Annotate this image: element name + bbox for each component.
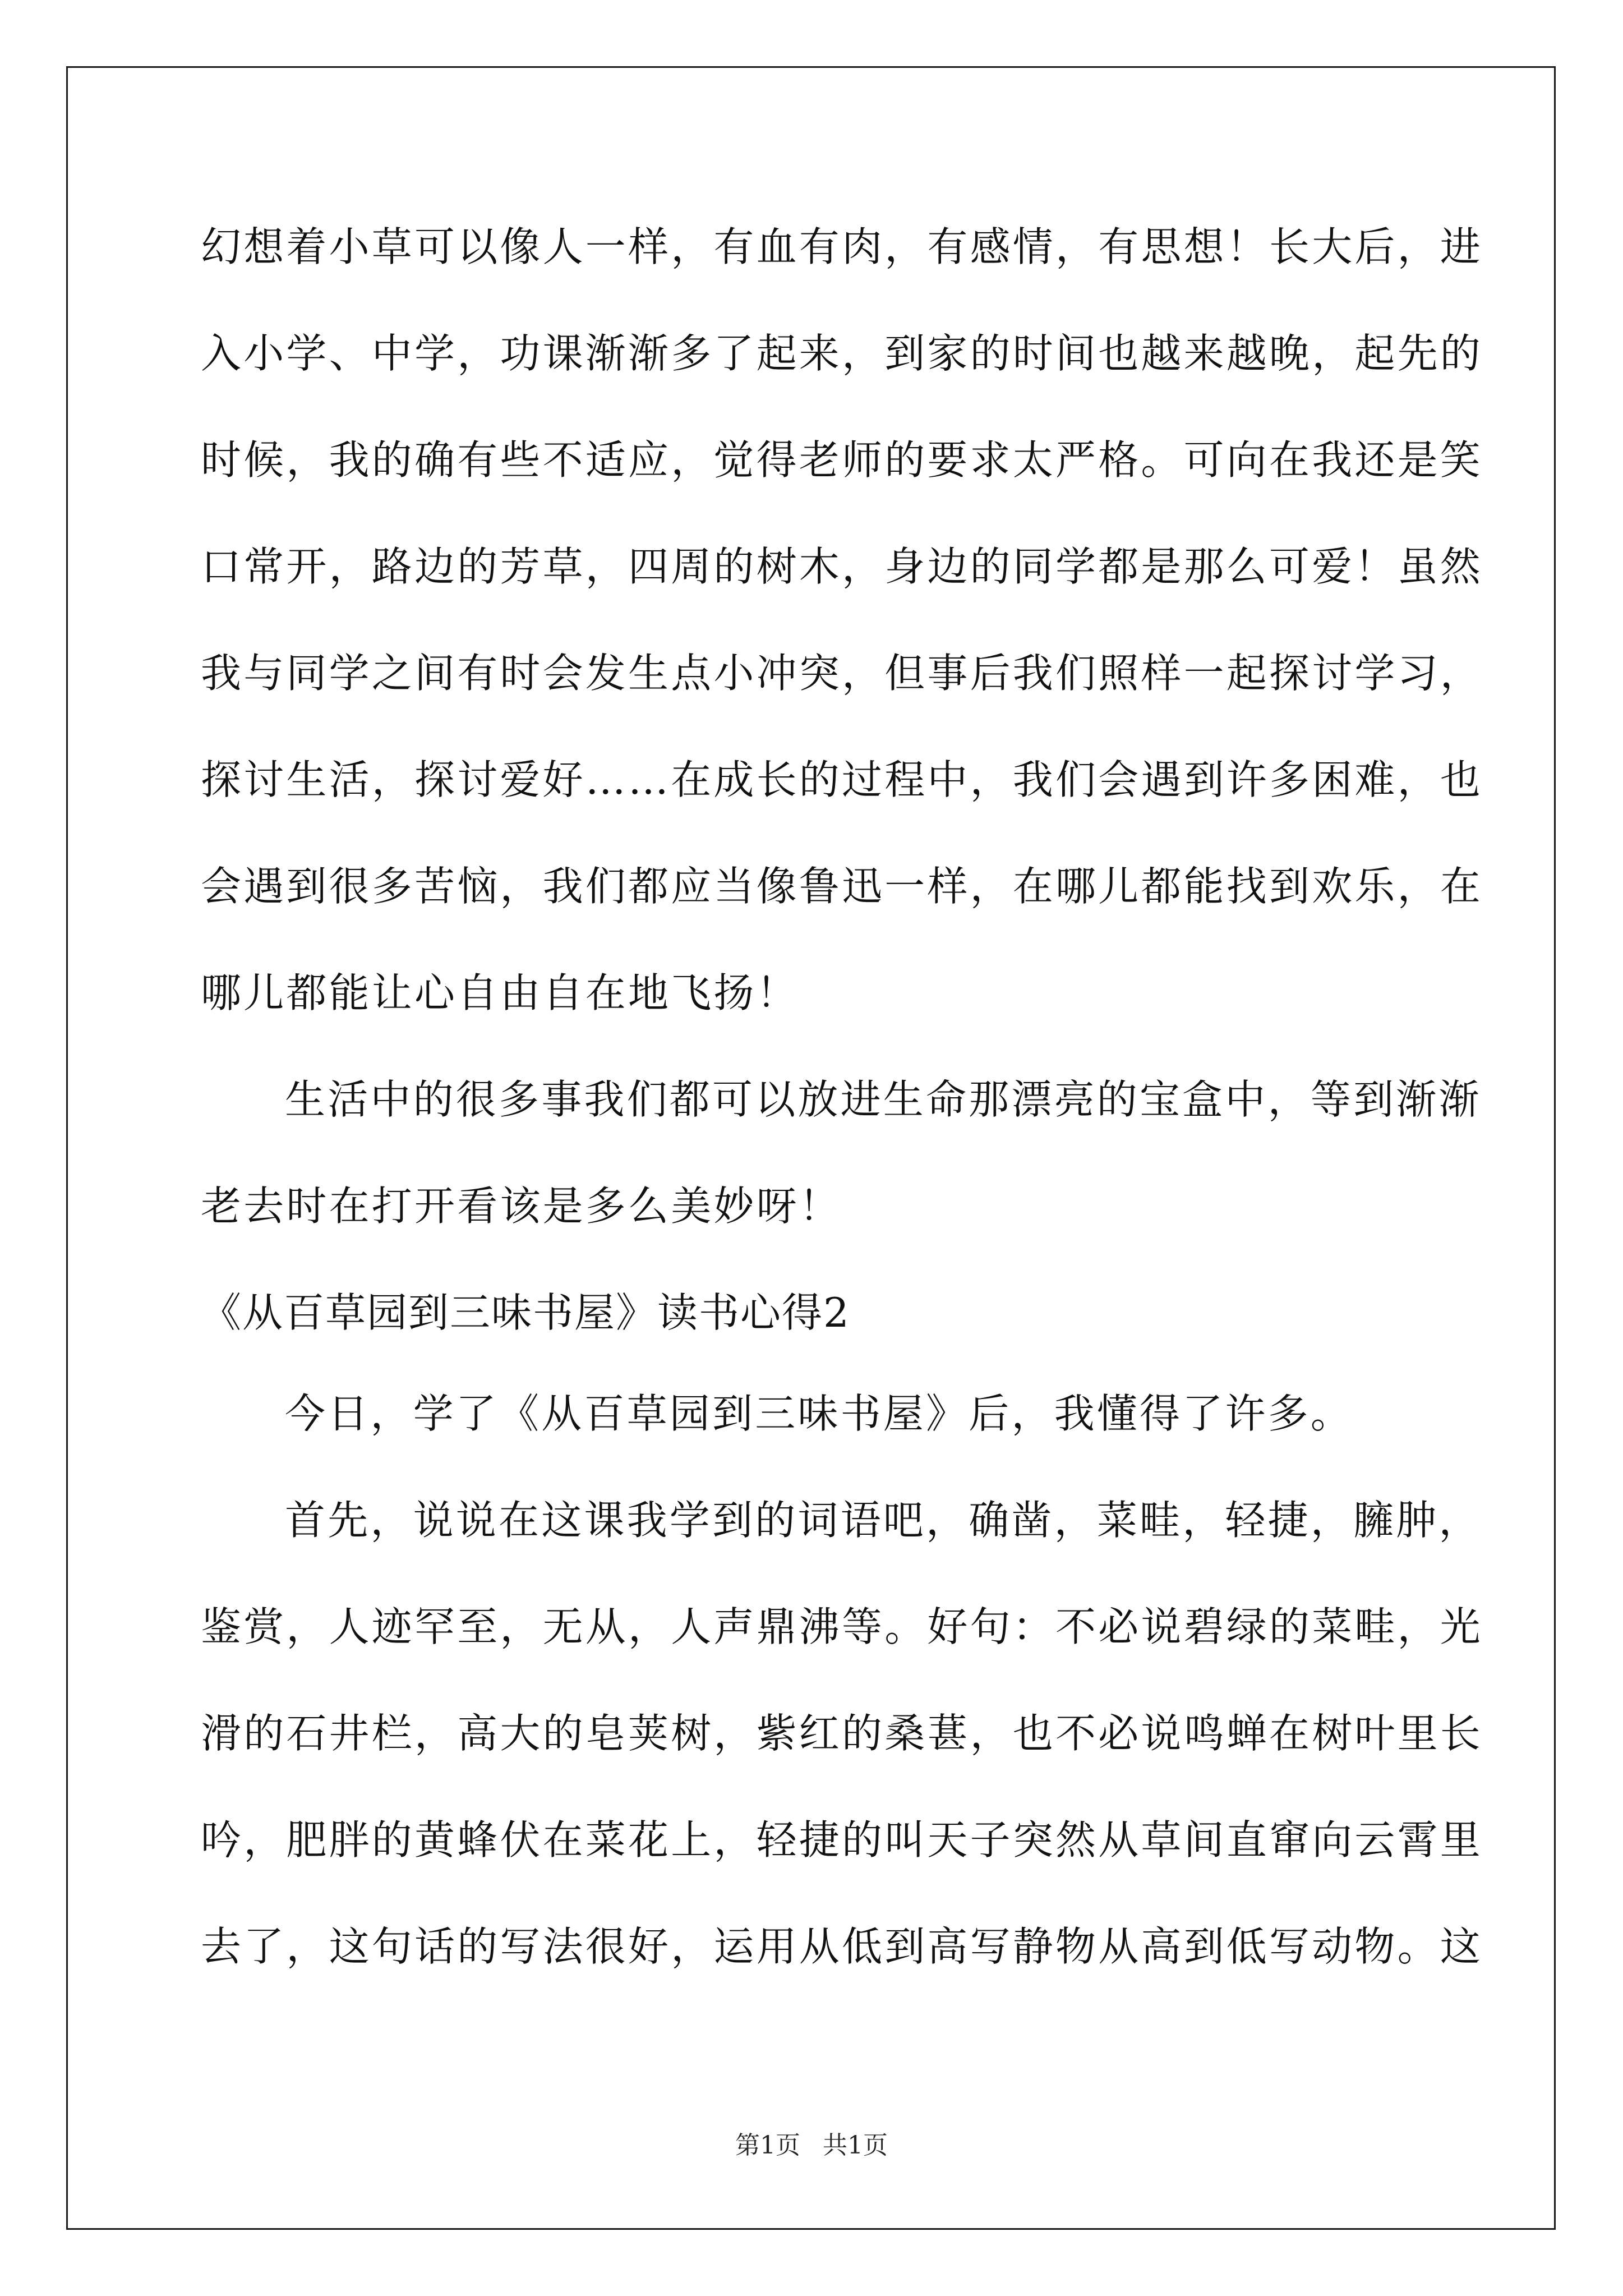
text-line: 时候，我的确有些不适应，觉得老师的要求太严格。可向在我还是笑 — [201, 436, 1483, 484]
paragraph-start-line: 生活中的很多事我们都可以放进生命那漂亮的宝盒中，等到渐渐 — [285, 1076, 1482, 1123]
paragraph-start-line: 首先，说说在这课我学到的词语吧，确凿，菜畦，轻捷，臃肿， — [285, 1497, 1482, 1544]
text-line: 吟，肥胖的黄蜂伏在菜花上，轻捷的叫天子突然从草间直窜向云霄里 — [201, 1816, 1483, 1864]
text-line: 老去时在打开看该是多么美妙呀！ — [201, 1182, 842, 1230]
text-line: 探讨生活，探讨爱好……在成长的过程中，我们会遇到许多困难，也 — [201, 756, 1483, 803]
text-line: 入小学、中学，功课渐渐多了起来，到家的时间也越来越晚，起先的 — [201, 330, 1483, 377]
text-line: 我与同学之间有时会发生点小冲突，但事后我们照样一起探讨学习， — [201, 650, 1483, 697]
text-line: 幻想着小草可以像人一样，有血有肉，有感情，有思想！长大后，进 — [201, 223, 1483, 270]
text-line: 哪儿都能让心自由自在地飞扬！ — [201, 969, 799, 1016]
text-line: 去了，这句话的写法很好，运用从低到高写静物从高到低写动物。这 — [201, 1923, 1483, 1970]
paragraph-start-line: 今日，学了《从百草园到三味书屋》后，我懂得了许多。 — [285, 1390, 1354, 1437]
text-line: 口常开，路边的芳草，四周的树木，身边的同学都是那么可爱！虽然 — [201, 543, 1483, 590]
text-line: 滑的石井栏，高大的皂荚树，紫红的桑葚，也不必说鸣蝉在树叶里长 — [201, 1710, 1483, 1757]
page-footer — [0, 2129, 1623, 2162]
document-body — [201, 213, 1483, 2019]
text-line: 鉴赏，人迹罕至，无从，人声鼎沸等。好句：不必说碧绿的菜畦，光 — [201, 1603, 1483, 1650]
section-heading: 《从百草园到三味书屋》读书心得2 — [201, 1289, 850, 1336]
text-line: 会遇到很多苦恼，我们都应当像鲁迅一样，在哪儿都能找到欢乐，在 — [201, 863, 1483, 910]
page-number: 第1页 — [735, 2131, 800, 2160]
page-total: 共1页 — [823, 2131, 888, 2160]
